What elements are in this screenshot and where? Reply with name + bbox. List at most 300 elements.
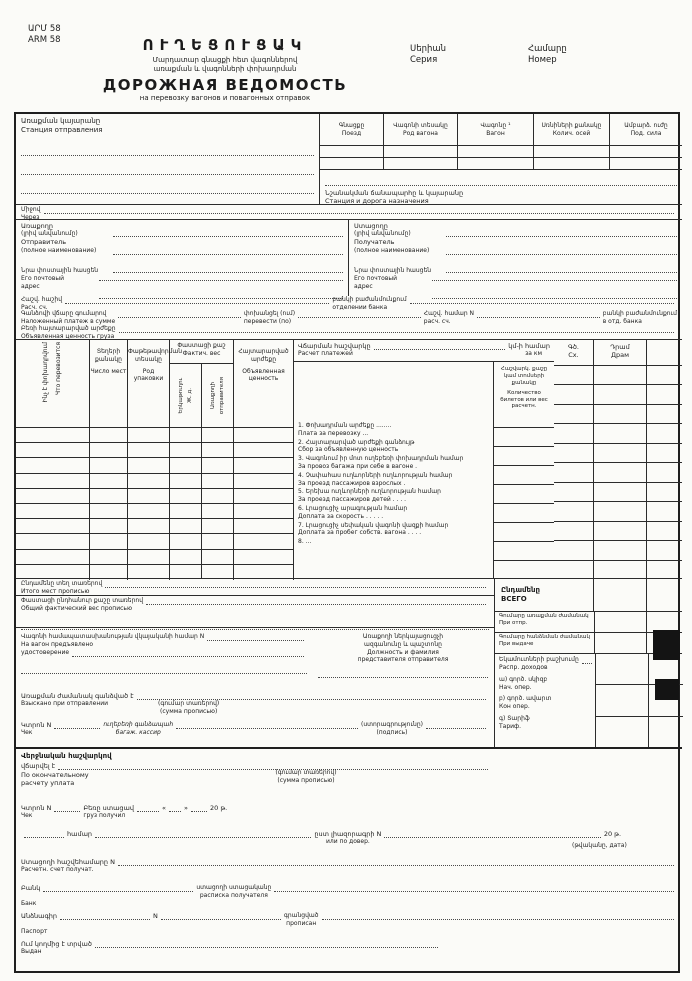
- empty-cell: [494, 542, 554, 561]
- col-places-am: Տեղերի քանակը: [95, 348, 122, 363]
- empty-cell: [170, 504, 201, 519]
- charges-calc-ru: Расчет платежей: [298, 350, 353, 358]
- sender-am-note: (լրիվ անվանումը): [21, 230, 78, 238]
- dotted-fill-line: [274, 884, 674, 892]
- registered-am: գրանցված: [283, 912, 319, 919]
- fee-item: [298, 455, 489, 471]
- sender-postal-am: Նրա փոստային հասցեն: [21, 267, 99, 274]
- empty-cell: [170, 534, 201, 549]
- bank-am: Բանկ: [21, 884, 41, 892]
- col-tickets: [494, 362, 554, 579]
- receiver-cell: [349, 220, 682, 266]
- empty-cell: [594, 385, 646, 404]
- signature-ru: (подпись): [376, 728, 408, 736]
- cod-branch-label: [603, 310, 677, 326]
- quote-close: »: [184, 804, 188, 812]
- empty-cell: [494, 447, 554, 466]
- dotted-fill-line: [298, 310, 421, 318]
- fee-4-am: 4. Չափահաս ուղևորների ուղևորության համար: [298, 471, 453, 479]
- itogo-mest-label: [21, 580, 102, 596]
- empty-cell: [170, 519, 201, 534]
- empty-cell: [594, 405, 646, 424]
- empty-cell: [90, 550, 127, 565]
- sender-cell: [16, 220, 349, 266]
- itogo-mest-ru: Итого мест прописью: [21, 587, 90, 595]
- title-block: [82, 36, 368, 103]
- empty-cell: [170, 458, 201, 473]
- bank-receipt-block: [21, 884, 677, 907]
- col-value-header: [234, 340, 293, 428]
- blacked-amount-cell: [653, 630, 680, 660]
- col-weight: [170, 340, 234, 580]
- col-weight-subheads: [170, 364, 233, 427]
- seria-am: Սերիան: [410, 44, 447, 54]
- receiver-postal-ru2: адрес: [354, 282, 373, 290]
- col-type-am: Վագոնի տեսակը: [393, 121, 448, 129]
- col-what-am: Ինչ է փոխադրվում: [42, 342, 50, 403]
- income-c-ru: Тариф.: [499, 722, 522, 730]
- wagon-col-type-header: [384, 114, 457, 146]
- final-words: [244, 769, 368, 785]
- registered-ru: прописан: [286, 919, 317, 927]
- waybill-form: [14, 112, 680, 973]
- via-ru: Через: [21, 213, 40, 221]
- empty-cell: [554, 463, 593, 482]
- income-box: [494, 654, 682, 747]
- fees-list: [294, 362, 494, 579]
- col-amount-extra-cells: [647, 366, 682, 579]
- dotted-fill-line: [118, 858, 674, 866]
- charges-calc-am: Վճարման հաշվարկը: [298, 342, 371, 350]
- fee-5-ru: За проезд пассажиров детей . . . .: [298, 496, 407, 504]
- sender-ru: Отправитель: [21, 238, 67, 247]
- fee-5-am: 5. Երեխա ուղևորների ուղևորության համար: [298, 488, 441, 496]
- empty-cell: [234, 474, 293, 489]
- certificate-ru2: удостоверение: [21, 648, 70, 656]
- col-tickets-ru: Количество билетов или вес расчетн.: [500, 389, 548, 410]
- fee-item: [298, 505, 489, 521]
- vsego-box: [494, 579, 682, 612]
- income-b-ru: Кон опер.: [499, 703, 530, 711]
- receipt-am: ստացողի ստացականը: [196, 884, 272, 891]
- via-am: Միջով: [21, 206, 41, 213]
- empty-cell: [494, 504, 554, 523]
- empty-cell: [170, 489, 201, 504]
- col-weight-header: [170, 340, 233, 428]
- dotted-fill-line: [446, 228, 677, 237]
- empty-cell: [320, 146, 383, 158]
- destination-writein: [325, 177, 677, 186]
- receiver-postal-cell: [349, 266, 682, 296]
- dotted-fill-line: [54, 804, 80, 812]
- cod-label: [21, 310, 115, 326]
- form-code-lat: ARM 58: [28, 34, 61, 45]
- col-what-cells: [16, 428, 89, 579]
- sender-postal-label: [21, 267, 99, 290]
- cod-am: Գանձովի վճարը գումարով: [21, 310, 107, 317]
- empty-cell: [647, 561, 682, 579]
- nomer-label: [528, 44, 567, 65]
- empty-cell: [16, 504, 89, 519]
- empty-cell: [320, 158, 383, 169]
- destination-ru: Станция и дорога назначения: [325, 197, 429, 206]
- empty-cell: [234, 550, 293, 565]
- empty-cell: [647, 483, 682, 502]
- subtitle-am-1: Մարդատար գնացքի հետ վագոններով: [152, 56, 298, 64]
- receiver-am: Ստացողը: [354, 222, 388, 230]
- cod-transfer-am: փոխանցել (ում): [243, 310, 296, 317]
- destination-cell: [320, 170, 682, 205]
- cargo-check-ru: Чек: [21, 812, 33, 820]
- year-label: 20 թ.: [209, 804, 228, 812]
- empty-cell: [202, 504, 233, 519]
- empty-cell: [170, 474, 201, 489]
- wagon-col-axles-header: [534, 114, 609, 146]
- dotted-fill-line: [410, 296, 674, 304]
- parties-row: [16, 220, 682, 266]
- col-places-ru: Число мест: [90, 367, 127, 375]
- empty-cell: [234, 534, 293, 549]
- empty-cell: [534, 146, 609, 158]
- dotted-fill-line: [477, 310, 600, 318]
- col-scheme-cells: [554, 366, 593, 579]
- wagon-col-type-cells: [384, 146, 457, 169]
- blacked-amount-cell: [655, 679, 679, 700]
- passport-n: N: [153, 912, 158, 920]
- cargo-check-row: [21, 804, 271, 820]
- final-ru2: расчету уплата: [21, 778, 75, 787]
- col-charges: [294, 340, 554, 580]
- sender-postal-ru1: Его почтовый: [21, 274, 64, 282]
- dotted-fill-line: [72, 649, 304, 657]
- col-weight-am: Փաստացի քաշ: [177, 342, 226, 349]
- col-value-ru: Объявленная ценность: [242, 367, 285, 383]
- col-packing-am: Փաթեթավորման տեսակը: [128, 348, 183, 363]
- bank-account-row: [16, 296, 682, 310]
- charges-km-ru: за км: [525, 350, 542, 358]
- receipt-ru: расписка получателя: [199, 891, 268, 899]
- wagon-col-wagon: [458, 114, 534, 169]
- empty-cell: [90, 489, 127, 504]
- attorney-am: ըստ լիազորագրի N: [314, 830, 382, 838]
- empty-cell: [554, 522, 593, 541]
- empty-cell: [16, 565, 89, 579]
- sender-label: [21, 222, 113, 254]
- receiver-label: [354, 222, 446, 254]
- empty-cell: [594, 463, 646, 482]
- attorney-label: [314, 830, 381, 846]
- destination-am: Նշանակման ճանապարհը և կայարանը: [325, 189, 464, 197]
- empty-cell: [610, 158, 682, 169]
- col-places: [90, 340, 128, 580]
- fee-7-am: 7. Լրացուցիչ սեփական վագոնի վազքի համար: [298, 521, 449, 529]
- final-words-am: (գումար տառերով): [275, 769, 337, 776]
- bank-branch-ru: отделении банка: [332, 303, 388, 311]
- empty-cell: [90, 428, 127, 443]
- seria-label: [410, 44, 446, 65]
- empty-cell: [90, 443, 127, 458]
- main-table: [16, 339, 682, 579]
- income-title-ru: Распр. доходов: [499, 664, 548, 671]
- empty-cell: [16, 443, 89, 458]
- section-divider: [16, 747, 682, 749]
- representative-block: [312, 631, 494, 680]
- empty-cell: [534, 158, 609, 169]
- receiver-account-am: Ստացողի հաշվեհամարը N: [21, 858, 115, 866]
- attorney-row: [21, 830, 621, 846]
- nomer-ru: Номер: [528, 54, 557, 65]
- empty-cell: [128, 489, 169, 504]
- income-amount-cells: [595, 654, 683, 747]
- dotted-fill-line: [582, 656, 592, 664]
- dotted-fill-line: [318, 669, 488, 678]
- dotted-fill-line: [191, 804, 207, 812]
- empty-cell: [128, 458, 169, 473]
- bank-branch-am: բանկի բաժանմունքում: [332, 296, 407, 303]
- departure-station-cell: [16, 114, 320, 205]
- vsego-amount-cell-2: [647, 579, 682, 611]
- empty-cell: [554, 366, 593, 385]
- empty-cell: [202, 428, 233, 443]
- bank-account-ru: Расч. сч.: [21, 303, 48, 311]
- issued-block: [21, 940, 441, 956]
- col-weight-rail-am: Երկաթուղու: [177, 377, 184, 414]
- empty-cell: [128, 443, 169, 458]
- dotted-fill-line: [161, 912, 281, 920]
- col-what-header: [16, 340, 89, 428]
- fee-item: [298, 439, 489, 455]
- empty-cell: [647, 541, 682, 560]
- empty-cell: [170, 443, 201, 458]
- col-amount-extra: [647, 340, 682, 580]
- receiver-postal-writein: [432, 267, 677, 299]
- dotted-fill-line: [169, 804, 181, 812]
- attorney-hamar: համար: [67, 830, 93, 838]
- empty-cell: [90, 474, 127, 489]
- sender-postal-ru2: адрес: [21, 282, 40, 290]
- vsego-label: [495, 579, 594, 611]
- col-wagon-am: Վագոնը ¹: [480, 121, 511, 129]
- wagon-col-train-cells: [320, 146, 383, 169]
- empty-cell: [16, 550, 89, 565]
- empty-cell: [494, 523, 554, 542]
- vsego-am: Ընդամենը: [501, 585, 541, 594]
- sum-otpr-cell-2: [647, 612, 682, 632]
- sender-postal-writein: [99, 267, 343, 299]
- receiver-am-note: (լրիվ անվանումը): [354, 230, 411, 238]
- departure-station-ru: Станция отправления: [21, 126, 103, 135]
- final-am2: վճարվել է: [21, 762, 56, 771]
- empty-cell: [647, 385, 682, 404]
- col-value-am: Հայտարարված արժեքը: [238, 348, 289, 363]
- departure-station-am: Առաքման կայարանը: [21, 117, 101, 125]
- wagon-col-capacity: [610, 114, 682, 169]
- dotted-fill-line: [24, 830, 64, 838]
- empty-cell: [202, 443, 233, 458]
- fee-3-am: 3. Վագոնում իր մոտ ուղեբեռի փոխադրման համար: [298, 455, 464, 463]
- dotted-fill-line: [432, 272, 677, 281]
- empty-cell: [647, 463, 682, 482]
- fee-7-ru: Доплата за пробег собств. вагона . . . .: [298, 529, 422, 537]
- dotted-fill-line: [99, 272, 343, 281]
- cod-branch-ru: в отд. банка: [602, 317, 642, 325]
- col-weight-rail-cells: [170, 428, 202, 579]
- col-dram: [594, 340, 647, 580]
- col-train-am: Գնացքը: [338, 121, 365, 129]
- wagon-col-wagon-cells: [458, 146, 533, 169]
- empty-cell: [90, 519, 127, 534]
- wagon-col-capacity-cells: [610, 146, 682, 169]
- dotted-fill-line: [113, 246, 343, 255]
- empty-cell: [16, 428, 89, 443]
- fee-item: [298, 538, 489, 546]
- col-scheme-ru: Сх.: [568, 351, 579, 360]
- subtitle-am-2: առաքման և վագոնների փոխադրման: [153, 65, 297, 74]
- dotted-fill-line: [146, 597, 486, 605]
- dotted-fill-line: [65, 296, 329, 304]
- col-capacity-ru: Под. сила: [630, 129, 662, 137]
- seria-ru: Серия: [410, 54, 438, 65]
- empty-cell: [384, 158, 457, 169]
- income-a-am: ա) գործ. սկիզբ: [499, 675, 548, 683]
- final-ru1: По окончательному: [21, 770, 89, 779]
- bank-ru: Банк: [21, 899, 37, 907]
- empty-cell: [128, 428, 169, 443]
- empty-cell: [647, 366, 682, 385]
- col-tickets-am: Հաշվարկ. քաշը կամ տոմսերի քանակը: [500, 366, 548, 386]
- departure-writein-3: [21, 185, 314, 194]
- col-weight-rail-ru: Ж. д.: [186, 388, 193, 403]
- empty-cell: [90, 565, 127, 579]
- receiver-postal-am: Նրա փոստային հասցեն: [354, 267, 432, 274]
- empty-cell: [234, 443, 293, 458]
- empty-cell: [234, 519, 293, 534]
- fee-item: [298, 488, 489, 504]
- income-cell-row: [596, 717, 683, 747]
- dotted-fill-line: [105, 580, 486, 588]
- empty-cell: [494, 428, 554, 447]
- empty-cell: [647, 522, 682, 541]
- wagon-col-axles-cells: [534, 146, 609, 169]
- dotted-fill-line: [207, 633, 304, 641]
- income-title-am: Եկամուտների բաշխումը: [499, 656, 579, 663]
- sender-postal-cell: [16, 266, 349, 296]
- total-weight-ru: Общий фактический вес прописью: [21, 604, 133, 612]
- col-weight-sender-am: Առաքողի: [209, 381, 216, 410]
- year2-label: 20 թ.: [603, 830, 622, 838]
- empty-cell: [458, 146, 533, 158]
- wagon-col-train-header: [320, 114, 383, 146]
- empty-cell: [90, 504, 127, 519]
- issued-ru: Выдан: [21, 948, 42, 956]
- sum-vydache-cell-1: [594, 633, 647, 653]
- dotted-fill-line: [21, 621, 489, 630]
- via-row: [16, 205, 682, 220]
- col-what: [16, 340, 90, 580]
- empty-cell: [128, 504, 169, 519]
- col-tickets-cells: [494, 428, 554, 579]
- cod-transfer-label: [244, 310, 295, 326]
- wagon-col-type: [384, 114, 458, 169]
- empty-cell: [128, 519, 169, 534]
- receiver-ru: Получатель: [354, 238, 395, 247]
- fee-item: [298, 422, 489, 438]
- dotted-fill-line: [322, 912, 675, 920]
- quote-open: «: [162, 804, 166, 812]
- empty-cell: [90, 458, 127, 473]
- empty-cell: [234, 504, 293, 519]
- col-weight-rail-head: [170, 364, 202, 427]
- empty-cell: [594, 561, 646, 579]
- empty-cell: [554, 502, 593, 521]
- empty-cell: [202, 550, 233, 565]
- sum-otpr-am: Գումարը առաքման ժամանակ: [499, 613, 589, 619]
- nomer-am: Համարը: [528, 44, 567, 54]
- sum-otpr-label: [495, 612, 594, 632]
- col-scheme: [554, 340, 594, 580]
- receiver-account-block: [21, 858, 677, 874]
- empty-cell: [16, 519, 89, 534]
- empty-cell: [594, 502, 646, 521]
- col-places-cells: [90, 428, 127, 579]
- empty-cell: [128, 534, 169, 549]
- receipt-label: [196, 884, 271, 900]
- col-places-header: [90, 340, 127, 428]
- certificate-am: Վագոնի համապատասխանության վկայականի համար N: [21, 633, 205, 640]
- final-words-ru: (сумма прописью): [277, 776, 335, 784]
- empty-cell: [384, 146, 457, 158]
- declared-value-ru: Объявленная ценность груза: [21, 332, 115, 340]
- representative-am2: ազգանունը և պաշտոնը: [364, 640, 442, 648]
- dotted-fill-line: [118, 310, 241, 318]
- col-packing-ru: Род упаковки: [133, 367, 164, 383]
- col-weight-title: [170, 340, 233, 364]
- cod-transfer-ru: перевести (по): [243, 317, 292, 325]
- col-dram-header: [594, 340, 646, 366]
- dotted-fill-line: [374, 342, 506, 350]
- empty-cell: [494, 485, 554, 504]
- cashier-label: [103, 721, 173, 737]
- vsego-amount-cell-1: [594, 579, 647, 611]
- col-dram-am: Դրամ: [610, 343, 630, 351]
- cashier-check-label: [21, 721, 51, 737]
- itogo-mest-am: Ընդամենը տեղ տառերով: [21, 580, 103, 587]
- dotted-fill-line: [60, 912, 150, 920]
- sum-otpr-cell-1: [594, 612, 647, 632]
- empty-cell: [594, 424, 646, 443]
- departure-writein-1: [21, 147, 314, 156]
- empty-cell: [554, 561, 593, 579]
- col-axles-ru: Колич. осей: [552, 129, 591, 137]
- fee-item: [298, 472, 489, 488]
- col-dram-ru: Драм: [610, 351, 630, 360]
- passport-block: [21, 912, 677, 935]
- empty-cell: [16, 458, 89, 473]
- col-packing-cells: [128, 428, 169, 579]
- empty-cell: [494, 561, 554, 579]
- representative-ru1: Должность и фамилия: [367, 648, 439, 656]
- empty-cell: [594, 541, 646, 560]
- col-axles-am: Սռնիների քանակը: [541, 121, 602, 129]
- empty-cell: [202, 534, 233, 549]
- total-weight-row: [16, 596, 494, 628]
- empty-cell: [554, 385, 593, 404]
- fee-2-ru: Сбор за объявленную ценность: [298, 446, 399, 454]
- empty-cell: [647, 444, 682, 463]
- dotted-fill-line: [95, 940, 438, 948]
- income-b-am: բ) գործ. ավարտ: [499, 695, 552, 703]
- cashier-check-row: [16, 720, 494, 738]
